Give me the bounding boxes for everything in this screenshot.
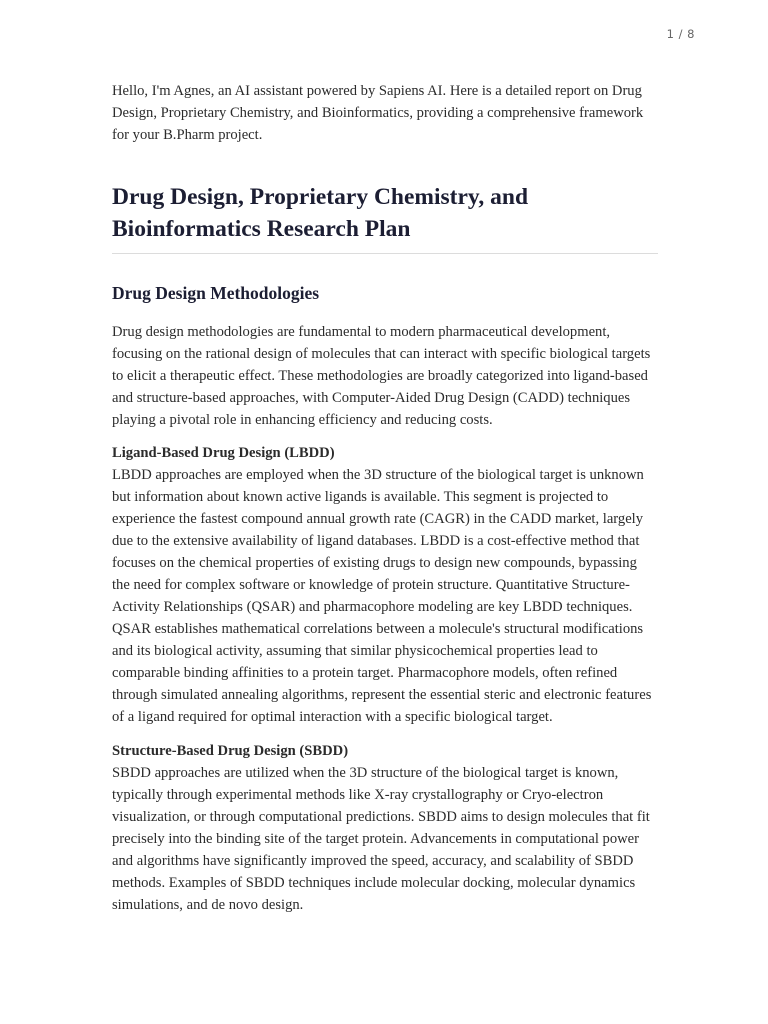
subsection-heading: Ligand-Based Drug Design (LBDD): [112, 445, 335, 461]
subsection-paragraph: SBDD approaches are utilized when the 3D structure of the biological target is known, typically through experimental methods like X-ray crystallography or Cryo-electron visualization, or through computational predictions. SBDD aims to design molecules that fit precisely into the binding site of the target protein. Advancements in computational power and algorithms have significantly improved the speed, accuracy, and scalability of SBDD methods. Examples of SBDD techniques include molecular docking, molecular dynamics simulations, and de novo design.: [112, 765, 650, 913]
intro-paragraph: Hello, I'm Agnes, an AI assistant powered by Sapiens AI. Here is a detailed report on Drug Design, Proprietary Chemistry, and Bioinformatics, providing a comprehensive framework for your B.Pharm project.: [112, 83, 644, 143]
page-indicator: 1 / 8: [666, 27, 695, 41]
section-paragraph: Drug design methodologies are fundamental to modern pharmaceutical development, focusing on the rational design of molecules that can interact with specific biological targets to elicit a therapeutic effect. These methodologies are broadly categorized into ligand-based and structure-based approaches, with Computer-Aided Drug Design (CADD) techniques playing a pivotal role in enhancing efficiency and reducing costs.: [112, 324, 651, 428]
subsection-lbdd: [112, 442, 658, 728]
subsection-heading: Structure-Based Drug Design (SBDD): [112, 743, 349, 759]
document-content: [112, 80, 658, 916]
subsection-paragraph: LBDD approaches are employed when the 3D structure of the biological target is unknown but information about known active ligands is available. This segment is projected to experience the fastest compound annual growth rate (CAGR) in the CADD market, largely due to the extensive availability of ligand databases. LBDD is a cost-effective method that focuses on the chemical properties of existing drugs to design new compounds, bypassing the need for complex software or knowledge of protein structure. Quantitative Structure-Activity Relationships (QSAR) and pharmacophore modeling are key LBDD techniques. QSAR establishes mathematical correlations between a molecule's structural modifications and its biological activity, assuming that similar physicochemical properties lead to comparable binding affinities to a protein target. Pharmacophore models, often refined through simulated annealing algorithms, represent the essential steric and electronic features of a ligand required for optimal interaction with a specific biological target.: [112, 467, 652, 725]
subsection-sbdd: [112, 740, 658, 916]
document-title: Drug Design, Proprietary Chemistry, and Bioinformatics Research Plan: [112, 181, 658, 254]
section-heading: Drug Design Methodologies: [112, 283, 320, 303]
